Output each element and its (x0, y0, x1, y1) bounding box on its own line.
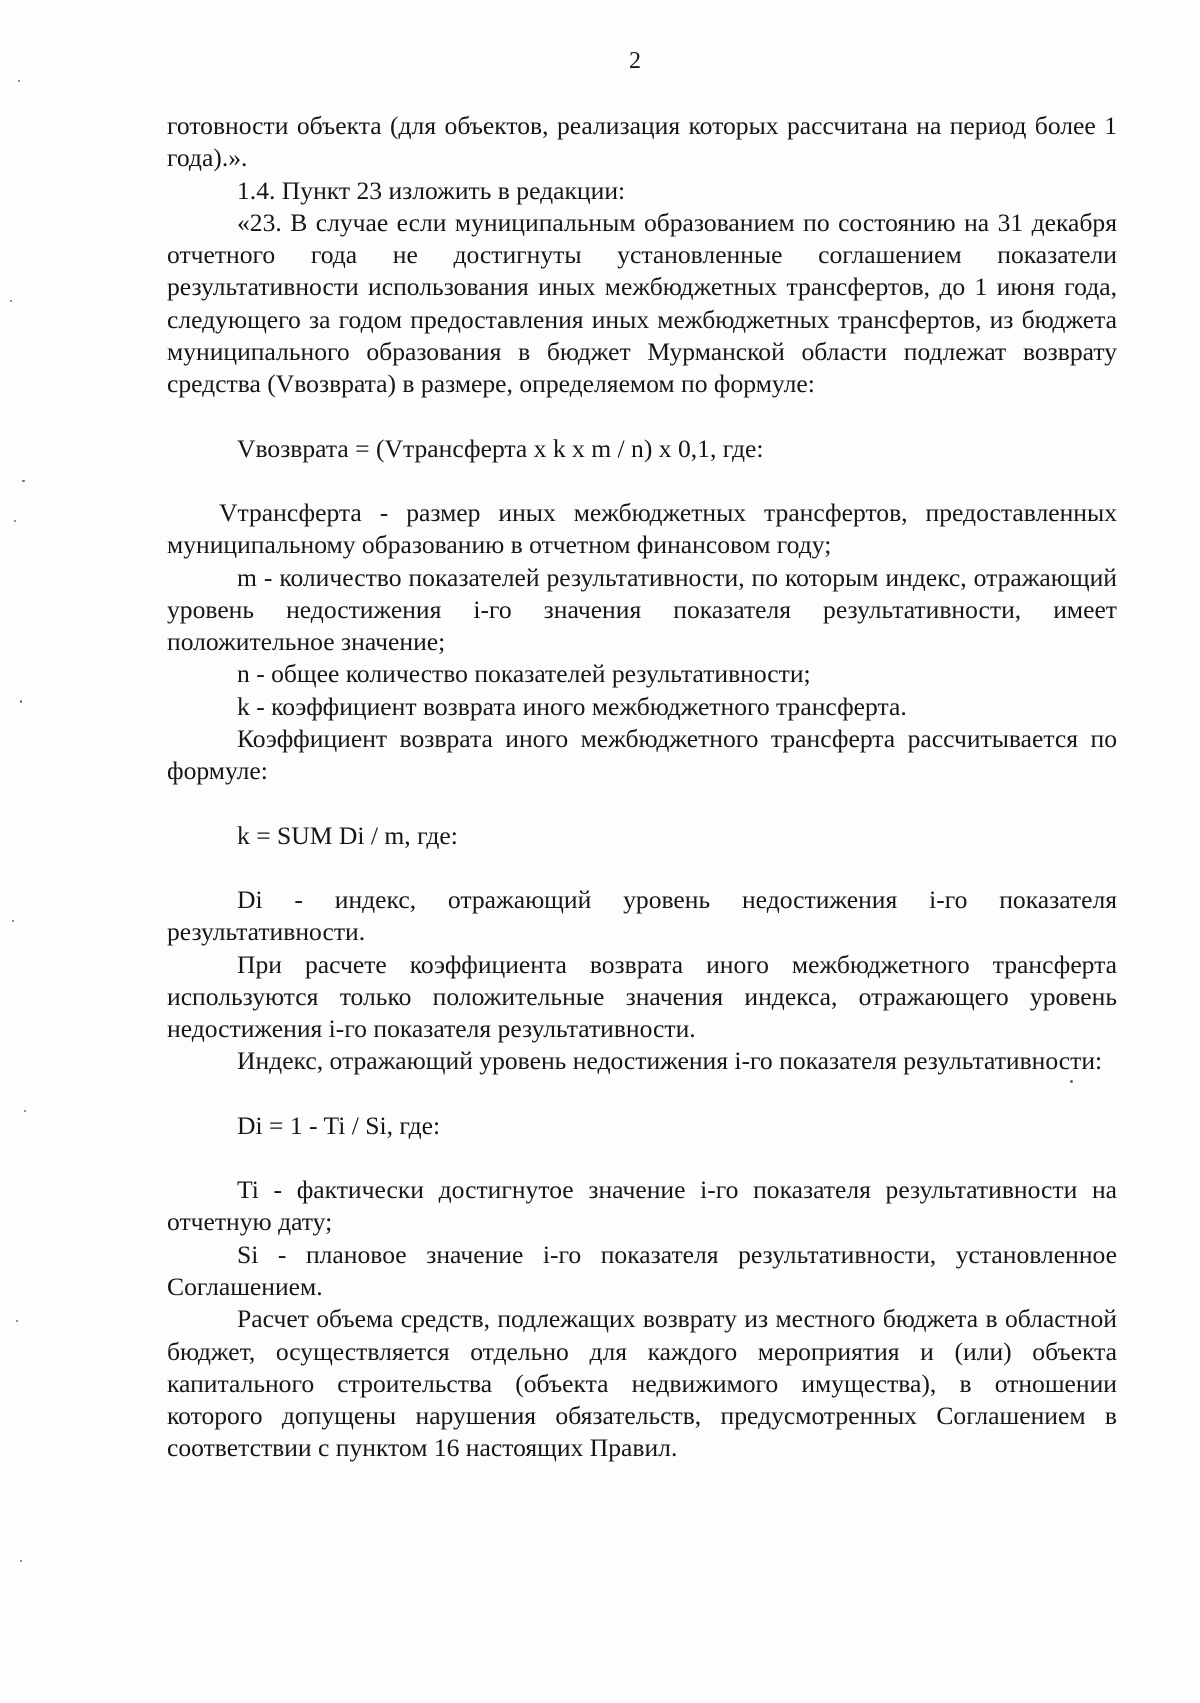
paragraph-coefficient-intro: Коэффициент возврата иного межбюджетного трансферта рассчитывается по формуле: (167, 724, 1117, 786)
formula-refund: Vвозврата = (Vтрансферта x k x m / n) x 0,1, где: (237, 433, 764, 463)
definition-n: n - общее количество показателей результативности; (237, 659, 811, 689)
paragraph-index-intro: Индекс, отражающий уровень недостижения i-го показателя результативности: (237, 1046, 1103, 1076)
paragraph-positive-values: При расчете коэффициента возврата иного межбюджетного трансферта используются только положительные значения индекса, отражающего уровень недостижения i-го показателя результативности. (167, 949, 1117, 1044)
scan-speck (24, 1110, 26, 1112)
scan-speck (18, 80, 20, 82)
definition-ti: Ti - фактически достигнутое значение i-го показателя результативности на отчетную дату; (167, 1175, 1117, 1237)
scan-speck (22, 480, 25, 482)
formula-coefficient: k = SUM Di / m, где: (237, 820, 458, 850)
scan-speck (14, 520, 16, 522)
definition-vtransfer: Vтрансферта - размер иных межбюджетных трансфертов, предоставленных муниципальному образованию в отчетном финансовом году; (167, 497, 1117, 560)
scan-speck (16, 1320, 18, 1322)
scan-speck (12, 920, 14, 922)
scan-speck (1070, 1080, 1073, 1083)
definition-k: k - коэффициент возврата иного межбюджетного трансферта. (237, 691, 907, 721)
document-body (167, 110, 1117, 1465)
formula-index: Di = 1 - Ti / Si, где: (237, 1110, 441, 1140)
paragraph-clause-23: «23. В случае если муниципальным образованием по состоянию на 31 декабря отчетного года не достигнуты установленные соглашением показатели результативности использования иных межбюджетных трансфертов, до 1 июня года, следующего за годом предоставления иных межбюджетных трансфертов, из бюджета муниципального образования в бюджет Мурманской области подлежат возврату средства (Vвозврата) в размере, определяемом по формуле: (167, 207, 1117, 399)
scan-speck (20, 700, 22, 703)
page-number: 2 (629, 48, 641, 74)
scan-speck (20, 1560, 22, 1562)
definition-si: Si - плановое значение i-го показателя результативности, установленное Соглашением. (167, 1239, 1117, 1301)
paragraph-amendment-heading: 1.4. Пункт 23 изложить в редакции: (237, 175, 626, 205)
scan-speck (10, 300, 12, 302)
paragraph-calculation: Расчет объема средств, подлежащих возврату из местного бюджета в областной бюджет, осуществляется отдельно для каждого мероприятия и (или) объекта капитального строительства (объекта недвижимого имущества), в отношении которого допущены нарушения обязательств, предусмотренных Соглашением в соответствии с пунктом 16 настоящих Правил. (167, 1304, 1117, 1463)
definition-di: Di - индекс, отражающий уровень недостижения i-го показателя результативности. (167, 884, 1117, 947)
definition-m: m - количество показателей результативности, по которым индекс, отражающий уровень недостижения i-го значения показателя результативности, имеет положительное значение; (167, 562, 1117, 657)
paragraph-continuation: готовности объекта (для объектов, реализация которых рассчитана на период более 1 года).». (167, 111, 1117, 173)
